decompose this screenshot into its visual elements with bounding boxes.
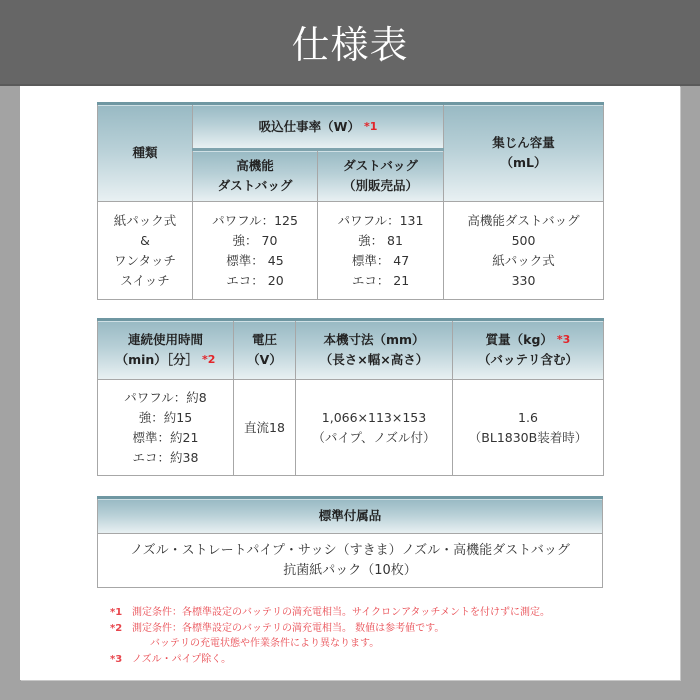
header-runtime-line2: （min）［分］ <box>115 352 199 367</box>
cell-line: ノズル・ストレートパイプ・サッシ（すきま）ノズル・高機能ダストバッグ <box>130 542 570 558</box>
note-marker-1: *1 <box>363 119 378 133</box>
cell-runtime <box>98 380 234 476</box>
header-suction-power-label: 吸込仕事率（W） <box>258 118 360 134</box>
cell-capacity <box>444 202 604 300</box>
cell-line: 330 <box>511 272 536 288</box>
cell-hp-dust-bag-power <box>193 202 318 300</box>
footnote-text: 測定条件：各標準設定のバッテリの満充電相当。サイクロンアタッチメントを付けずに測定。 <box>132 607 550 618</box>
header-weight-line2: （バッテリ含む） <box>477 352 578 367</box>
header-type-label: 種類 <box>132 145 158 160</box>
header-voltage <box>234 320 296 380</box>
cell-line: 紙パック式 <box>492 252 555 268</box>
footnote-mark: *3 <box>110 653 123 665</box>
spec-table-suction <box>97 102 604 300</box>
footnote-mark: *1 <box>110 607 123 618</box>
header-dust-bag-separate <box>318 150 444 202</box>
cell-line: エコ： 20 <box>226 272 284 288</box>
footnote-1 <box>110 605 590 621</box>
header-weight <box>453 320 604 380</box>
header-hp-dust-bag-line1: 高機能 <box>236 158 274 173</box>
footnote-text: 測定条件：各標準設定のバッテリの満充電相当。 数値は参考値です。 <box>132 622 445 634</box>
header-accessories-label: 標準付属品 <box>318 508 382 523</box>
header-hp-dust-bag-line2: ダストバッグ <box>217 178 293 193</box>
cell-line: 紙パック式 <box>113 212 177 228</box>
cell-line: パワフル：約8 <box>124 389 207 405</box>
header-capacity-line2: （mL） <box>500 155 547 170</box>
cell-line: パワフル：125 <box>212 212 298 228</box>
header-runtime-line1: 連続使用時間 <box>127 332 203 347</box>
cell-weight <box>453 380 604 476</box>
cell-line: 標準：約21 <box>132 429 199 445</box>
cell-line: パワフル：131 <box>337 212 424 228</box>
page-title: 仕様表 <box>291 22 409 67</box>
header-capacity-line1: 集じん容量 <box>492 135 555 150</box>
header-weight-line1: 質量（kg） <box>485 332 553 347</box>
table-row <box>98 380 604 476</box>
cell-dust-bag-separate-power <box>318 202 444 300</box>
header-hp-dust-bag <box>193 150 318 202</box>
header-voltage-line1: 電圧 <box>251 332 277 347</box>
header-dust-bag-separate-line1: ダストバッグ <box>343 158 418 173</box>
header-dust-bag-separate-line2: （別販売品） <box>343 178 419 193</box>
spec-table-general <box>97 318 604 476</box>
cell-line: 直流18 <box>244 419 285 435</box>
header-dimensions <box>296 320 453 380</box>
footnote-mark: *2 <box>110 622 123 634</box>
cell-line: 標準： 47 <box>351 252 410 268</box>
header-capacity <box>444 104 604 202</box>
cell-voltage <box>234 380 296 476</box>
cell-line: & <box>140 232 150 248</box>
note-marker-3: *3 <box>556 333 571 346</box>
title-bar <box>0 0 700 86</box>
cell-line: 1.6 <box>518 409 538 425</box>
cell-line: スイッチ <box>120 272 170 288</box>
header-accessories <box>98 498 603 534</box>
cell-line: 強：約15 <box>138 409 193 425</box>
header-runtime <box>98 320 234 380</box>
cell-line: 高機能ダストバッグ <box>467 212 580 228</box>
cell-line: エコ：約38 <box>132 449 199 465</box>
header-dimensions-line2: （長さ×幅×高さ） <box>319 352 429 367</box>
header-voltage-line2: （V） <box>247 352 282 367</box>
header-dimensions-line1: 本機寸法（mm） <box>323 332 425 347</box>
spec-table-accessories <box>97 496 603 588</box>
cell-line: 標準： 45 <box>226 252 284 268</box>
header-suction-power <box>193 104 444 150</box>
cell-line: （BL1830B装着時） <box>468 429 588 445</box>
table-row <box>98 202 604 300</box>
footnote-2-continued <box>110 636 590 652</box>
cell-dimensions <box>296 380 453 476</box>
cell-accessories <box>98 534 603 588</box>
header-type <box>98 104 193 202</box>
cell-line: 抗菌紙パック（10枚） <box>283 562 417 578</box>
cell-type <box>98 202 193 300</box>
cell-line: ワンタッチ <box>113 252 176 268</box>
cell-line: 強： 81 <box>358 232 403 248</box>
footnote-3 <box>110 652 590 668</box>
cell-line: 強： 70 <box>232 232 278 248</box>
cell-line: 500 <box>511 232 536 248</box>
cell-line: （パイプ、ノズル付） <box>312 429 436 445</box>
footnote-text: ノズル・パイプ除く。 <box>132 653 232 665</box>
footnote-text: バッテリの充電状態や作業条件により異なります。 <box>150 638 380 649</box>
cell-line: エコ： 21 <box>351 272 410 288</box>
footnote-2 <box>110 621 590 637</box>
table-row <box>98 534 603 588</box>
note-marker-2: *2 <box>202 353 216 366</box>
cell-line: 1,066×113×153 <box>321 409 427 425</box>
footnotes <box>110 605 590 667</box>
